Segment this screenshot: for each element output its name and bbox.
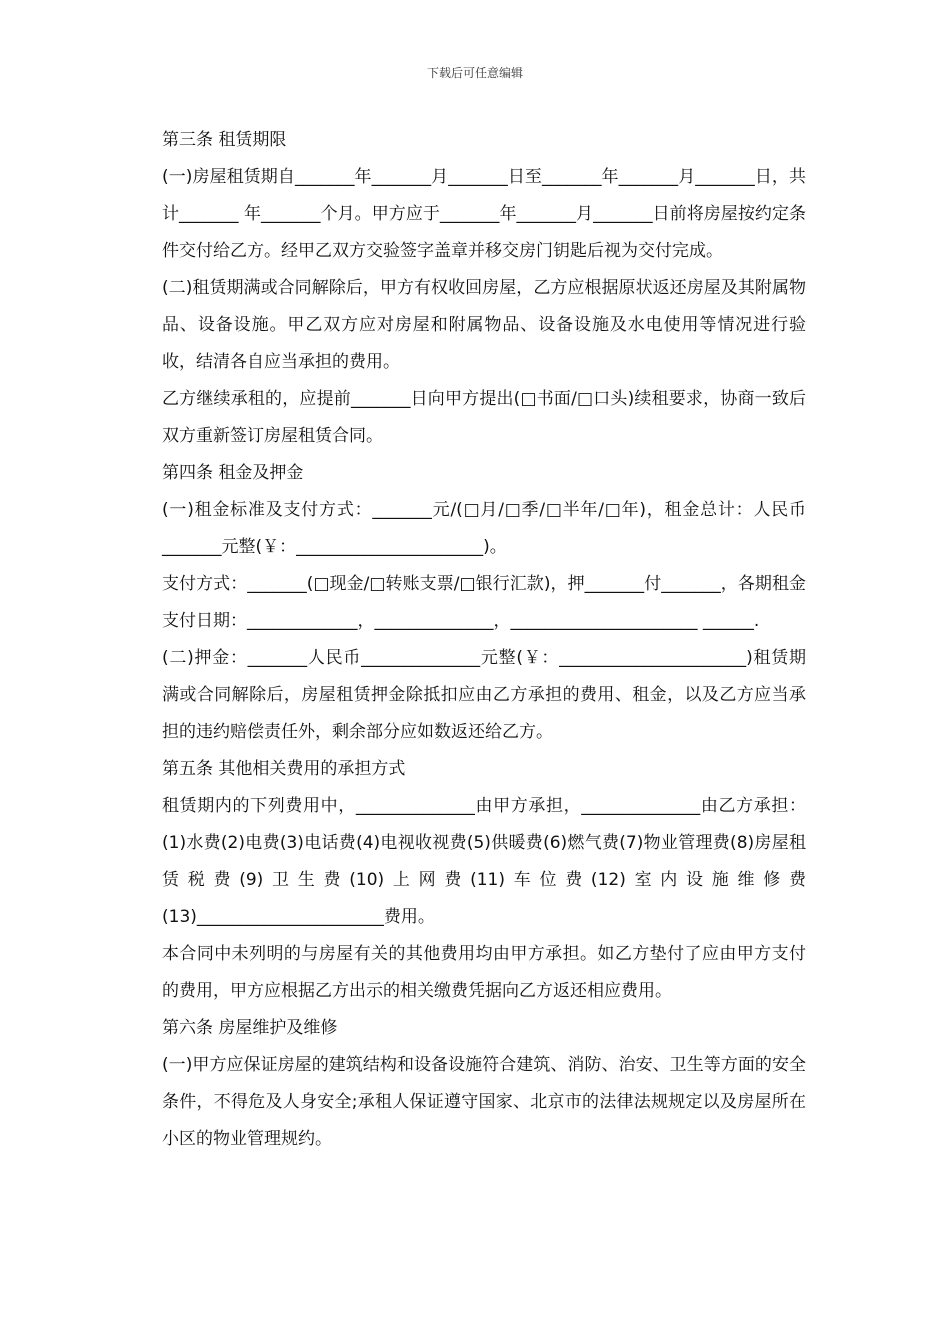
document-body xyxy=(146,122,806,1158)
section-heading-article-5: 第五条 其他相关费用的承担方式 xyxy=(162,759,406,779)
paragraph-lease-term: (一)房屋租赁期自_______年_______月_______日至_______年_______月_______日，共计_______ 年_______个月。甲方应于_______年_______月_______日前将房屋按约定条件交付给乙方。经甲乙双方交验签字盖章并移交房门钥匙后视为交付完成。 xyxy=(162,167,806,261)
paragraph-other-expenses: 本合同中未列明的与房屋有关的其他费用均由甲方承担。如乙方垫付了应由甲方支付的费用，甲方应根据乙方出示的相关缴费凭据向乙方返还相应费用。 xyxy=(162,944,806,1001)
section-heading-article-3: 第三条 租赁期限 xyxy=(162,130,287,150)
page-header: 下载后可任意编辑 xyxy=(426,66,523,80)
paragraph-deposit: (二)押金：_______人民币______________元整(￥：______________________)租赁期满或合同解除后，房屋租赁押金除抵扣应由乙方承担的费用、租金，以及乙方应当承担的违约赔偿责任外，剩余部分应如数返还给乙方。 xyxy=(162,648,806,742)
paragraph-rent-standard: (一)租金标准及支付方式：_______元/(□月/□季/□半年/□年)，租金总计：人民币_______元整(￥：______________________)。 xyxy=(162,500,806,557)
paragraph-expense-allocation: 租赁期内的下列费用中，______________由甲方承担，______________由乙方承担：(1)水费(2)电费(3)电话费(4)电视收视费(5)供暖费(6)燃气费(7)物业管理费(8)房屋租赁税费(9)卫生费(10)上网费(11)车位费(12)室内设施维修费(13)______________________费用。 xyxy=(162,796,806,927)
paragraph-payment-method: 支付方式：_______(□现金/□转账支票/□银行汇款)，押_______付_______，各期租金支付日期：_____________，______________，______________________ ______. xyxy=(162,574,806,631)
paragraph-lease-renewal: 乙方继续承租的，应提前_______日向甲方提出(□书面/□口头)续租要求，协商一致后双方重新签订房屋租赁合同。 xyxy=(162,389,806,446)
paragraph-maintenance: (一)甲方应保证房屋的建筑结构和设备设施符合建筑、消防、治安、卫生等方面的安全条件，不得危及人身安全;承租人保证遵守国家、北京市的法律法规规定以及房屋所在小区的物业管理规约。 xyxy=(162,1055,806,1149)
paragraph-lease-expiry: (二)租赁期满或合同解除后，甲方有权收回房屋，乙方应根据原状返还房屋及其附属物品、设备设施。甲乙双方应对房屋和附属物品、设备设施及水电使用等情况进行验收，结清各自应当承担的费用。 xyxy=(162,278,806,372)
section-heading-article-4: 第四条 租金及押金 xyxy=(162,463,304,483)
section-heading-article-6: 第六条 房屋维护及维修 xyxy=(162,1018,338,1038)
